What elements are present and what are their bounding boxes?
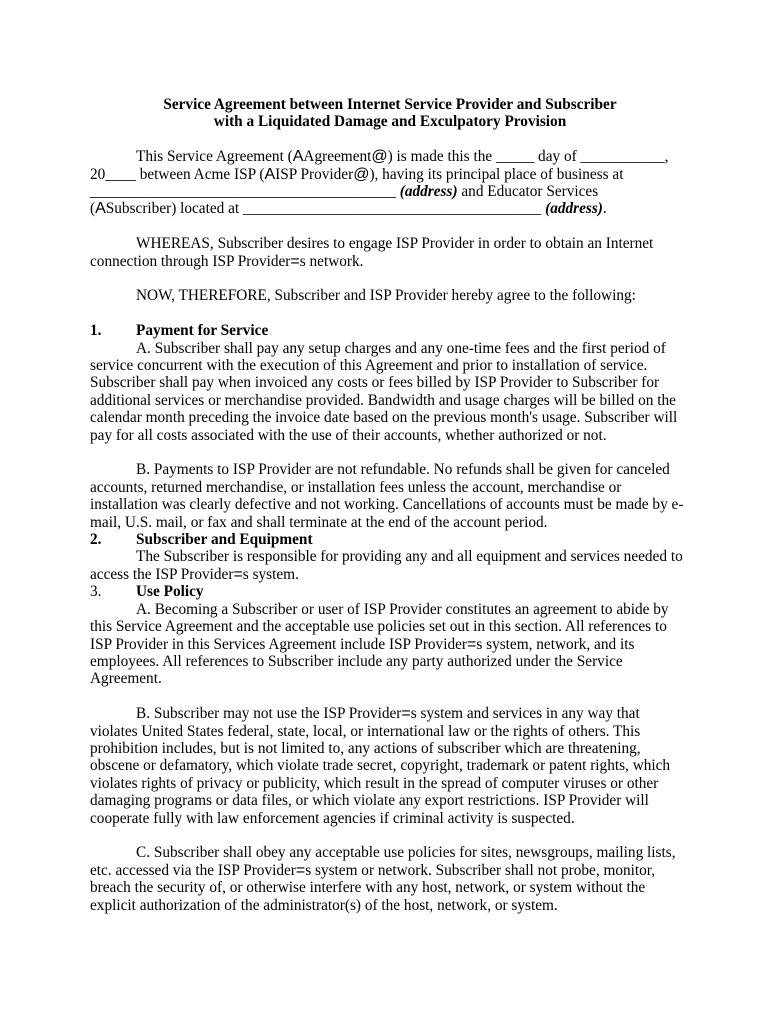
section-title: Use Policy — [136, 583, 204, 601]
section-paragraph: A. Becoming a Subscriber or user of ISP Provider constitutes an agreement to abide by this Service Agreement and the acceptable use policies set out in this section. All references to ISP Provider in this Services Agreement include ISP Provider=s system, network, and its employees. All references to Subscriber include any party authorized under the Service Agreement. — [90, 600, 669, 688]
address-placeholder: (address) — [545, 200, 603, 218]
document-title-line2: with a Liquidated Damage and Exculpatory Provision — [213, 113, 567, 131]
intro-paragraph: This Service Agreement (AAgreement@) is made this the _____ day of ___________, 20____ between Acme ISP (AISP Provider@), having its principal place of business at ________________________________________ (address) and Educator Services (ASubscriber) located at _______________________________________ (address). — [90, 148, 669, 218]
section-title: Payment for Service — [136, 322, 269, 340]
section-heading — [90, 583, 690, 600]
address-placeholder: (address) — [399, 183, 458, 201]
section-paragraph: C. Subscriber shall obey any acceptable use policies for sites, newsgroups, mailing lists, etc. accessed via the ISP Provider=s system or network. Subscriber shall not probe, monitor, breach the security of, or otherwise interfere with any host, network, or system without the explicit authorization of the administrator(s) of the host, network, or system. — [90, 844, 676, 914]
section-heading — [90, 322, 690, 339]
section-number: 2. — [90, 531, 102, 549]
section-title: Subscriber and Equipment — [136, 531, 313, 549]
nowtherefore-clause: NOW, THEREFORE, Subscriber and ISP Provider hereby agree to the following: — [136, 287, 636, 305]
section-paragraph: A. Subscriber shall pay any setup charges and any one-time fees and the first period of service concurrent with the execution of this Agreement and prior to installation of service. Subscriber shall pay when invoiced any costs or fees billed by ISP Provider to Subscriber for additional services or merchandise provided. Bandwidth and usage charges will be billed on the calendar month preceding the invoice date based on the previous month's usage. Subscriber will pay for all costs associated with the use of their accounts, whether authorized or not. — [90, 339, 678, 444]
section-paragraph: The Subscriber is responsible for providing any and all equipment and services needed to access the ISP Provider=s system. — [90, 548, 683, 583]
document-title-line1: Service Agreement between Internet Service Provider and Subscriber — [163, 96, 617, 113]
section-heading — [90, 531, 690, 548]
whereas-clause: WHEREAS, Subscriber desires to engage ISP Provider in order to obtain an Internet connection through ISP Provider=s network. — [90, 235, 654, 270]
section-paragraph: B. Subscriber may not use the ISP Provider=s system and services in any way that violates United States federal, state, local, or international law or the rights of others. This prohibition includes, but is not limited to, any actions of subscriber which are threatening, obscene or defamatory, which violate trade secret, copyright, trademark or patent rights, which violates rights of privacy or publicity, which result in the spread of computer viruses or other damaging programs or data files, or which violate any export restrictions. ISP Provider will cooperate fully with law enforcement agencies if criminal activity is suspected. — [90, 705, 671, 827]
section-number: 3. — [90, 583, 102, 601]
section-paragraph: B. Payments to ISP Provider are not refundable. No refunds shall be given for canceled accounts, returned merchandise, or installation fees unless the account, merchandise or installation was clearly defective and not working. Cancellations of accounts must be made by e-mail, U.S. mail, or fax and shall terminate at the end of the account period. — [90, 461, 684, 531]
document-page — [90, 96, 690, 914]
section-number: 1. — [90, 322, 102, 340]
